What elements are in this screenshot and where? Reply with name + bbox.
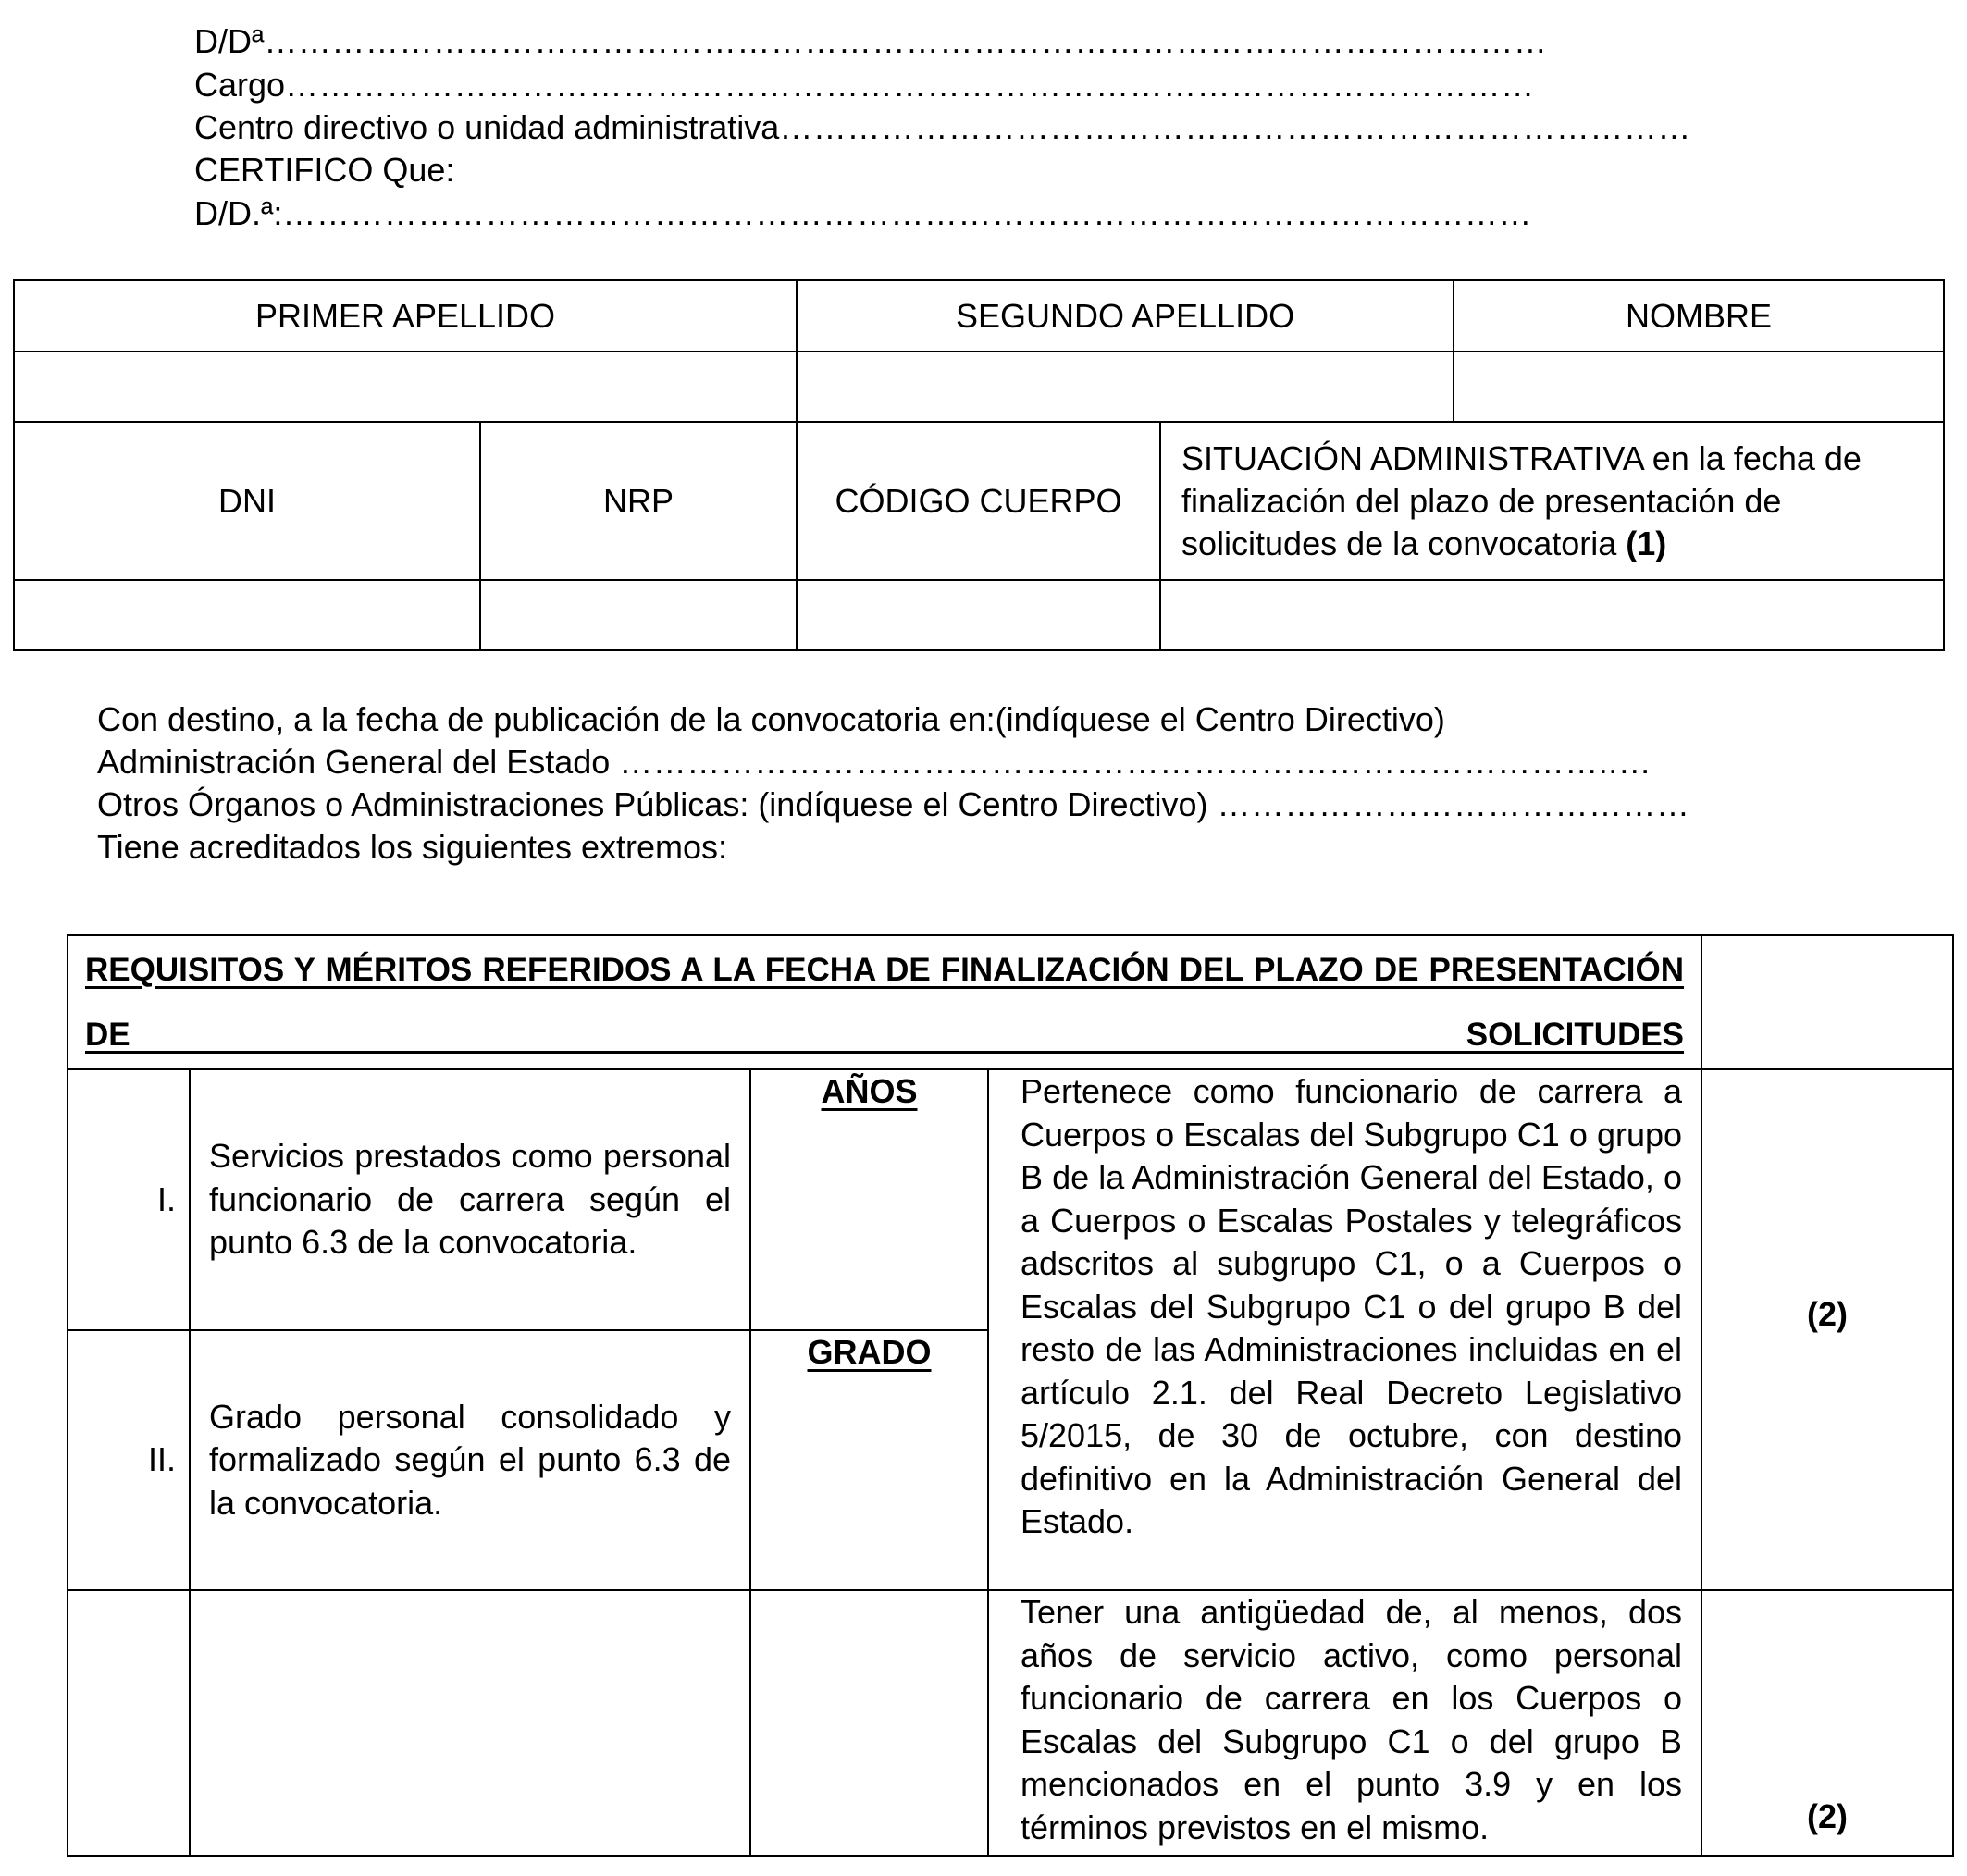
requisitos-title-side [1701,935,1953,1069]
requisitos-title: REQUISITOS Y MÉRITOS REFERIDOS A LA FECHA DE FINALIZACIÓN DEL PLAZO DE PRESENTACIÓN DE SOLICITUDES [85,951,1685,1053]
cargo-dots: ………………………………………………………………………………………………… [285,66,1535,104]
header-codigo-cuerpo: CÓDIGO CUERPO [797,422,1160,580]
anos-label: AÑOS [821,1072,918,1110]
segundo-apellido-input[interactable] [797,352,1454,422]
header-nombre: NOMBRE [1454,280,1944,352]
merged-note: (2) [1701,1069,1953,1590]
header-primer-apellido: PRIMER APELLIDO [14,280,797,352]
codigo-cuerpo-input[interactable] [797,580,1160,650]
merged-requirement: Pertenece como funcionario de carrera a Cuerpos o Escalas del Subgrupo C1 o grupo B de la Administración General del Estado, o a Cuerpos o Escalas Postales y telegráficos adscritos al subgrupo C1, o a Cuerpos o Escalas del Subgrupo C1 o del grupo B del resto de las Administraciones incluidas en el artículo 2.1. del Real Decreto Legislativo 5/2015, de 30 de octubre, con destino definitivo en la Administración General del Estado. [1021,1072,1683,1540]
dd2-dots: ………………………………………………………………………………………………… [282,194,1532,232]
grado-label: GRADO [807,1333,932,1371]
header-segundo-apellido: SEGUNDO APELLIDO [797,280,1454,352]
row3-value[interactable] [750,1590,988,1856]
centro-field[interactable] [194,106,1691,149]
otros-field[interactable] [97,784,1690,826]
nrp-input[interactable] [480,580,797,650]
row2-description-cell [190,1330,750,1590]
row3-description [190,1590,750,1856]
anos-cell[interactable] [750,1069,988,1330]
situacion-input[interactable] [1160,580,1944,650]
age-label: Administración General del Estado [97,743,620,781]
dd-dots: …………………………………………………………………………………………………… [264,22,1548,60]
antiguedad-note: (2) [1701,1590,1953,1856]
row1-description-cell [190,1069,750,1330]
dd2-label: D/D.ª: [194,194,283,232]
antiguedad-requirement: Tener una antigüedad de, al menos, dos años de servicio activo, como personal funcionario de carrera en los Cuerpos o Escalas del Subgrupo C1 o del grupo B mencionados en el punto 3.9 y en los términos previstos en el mismo. [1021,1593,1683,1846]
merged-requirement-cell [988,1069,1701,1590]
antiguedad-requirement-cell [988,1590,1701,1856]
dd2-field[interactable] [194,192,1532,235]
centro-dots: ……………………………………………………………………… [779,108,1691,146]
otros-label: Otros Órganos o Administraciones Públicas: (indíquese el Centro Directivo) [97,785,1218,823]
grado-cell[interactable] [750,1330,988,1590]
row1-description: Servicios prestados como personal funcionario de carrera según el punto 6.3 de la convocatoria. [209,1137,731,1262]
dd-label: D/Dª [194,22,265,60]
otros-dots: …………………………………… [1217,785,1690,823]
identity-table [13,279,1945,651]
row3-numeral [68,1590,190,1856]
cargo-field[interactable] [194,64,1535,106]
requisitos-title-cell [68,935,1701,1069]
dd-field[interactable] [194,20,1547,63]
header-dni: DNI [14,422,480,580]
extremos-label: Tiene acreditados los siguientes extremos: [97,828,728,866]
row2-description: Grado personal consolidado y formalizado según el punto 6.3 de la convocatoria. [209,1397,731,1522]
age-field[interactable] [97,741,1652,784]
header-nrp: NRP [480,422,797,580]
nombre-input[interactable] [1454,352,1944,422]
certifico-label: CERTIFICO Que: [194,151,455,189]
primer-apellido-input[interactable] [14,352,797,422]
situacion-note: (1) [1626,524,1667,562]
dni-input[interactable] [14,580,480,650]
row2-numeral: II. [68,1330,190,1590]
centro-label: Centro directivo o unidad administrativa [194,108,780,146]
destino-intro: Con destino, a la fecha de publicación de la convocatoria en:(indíquese el Centro Directivo) [97,700,1445,738]
row1-numeral: I. [68,1069,190,1330]
requisitos-table [67,934,1954,1857]
cargo-label: Cargo [194,66,286,104]
situacion-text: SITUACIÓN ADMINISTRATIVA en la fecha de finalización del plazo de presentación de solicitudes de la convocatoria [1181,438,1862,562]
header-situacion-administrativa [1160,422,1944,580]
age-dots: ……………………………………………………………………………..… [619,743,1652,781]
